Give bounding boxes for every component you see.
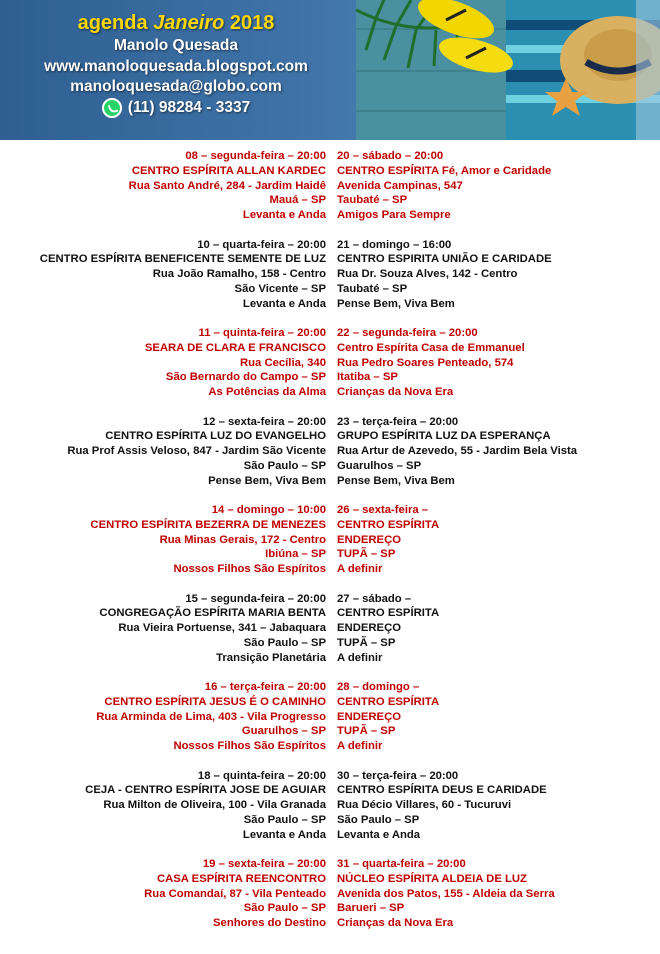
event-right bbox=[337, 238, 657, 312]
event-city: São Bernardo do Campo – SP bbox=[165, 371, 326, 384]
event-venue: CENTRO ESPÍRITA LUZ DO EVANGELHO bbox=[105, 430, 326, 443]
event-date: 14 – domingo – 10:00 bbox=[211, 504, 326, 516]
event-topic: A definir bbox=[337, 740, 383, 753]
page-title bbox=[0, 10, 352, 36]
event-topic: A definir bbox=[337, 563, 383, 576]
event-date: 27 – sábado – bbox=[337, 592, 412, 605]
event-left bbox=[0, 149, 326, 223]
event-date: 19 – sexta-feira – 20:00 bbox=[202, 858, 326, 870]
event-venue: CENTRO ESPÍRITA BENEFICENTE SEMENTE DE LUZ bbox=[39, 253, 326, 266]
website-link[interactable]: www.manoloquesada.blogspot.com bbox=[44, 57, 308, 75]
event-topic: Crianças da Nova Era bbox=[337, 386, 454, 399]
title-agenda: agenda bbox=[77, 12, 148, 34]
event-address: Rua Décio Villares, 60 - Tucuruvi bbox=[337, 799, 512, 812]
email-link[interactable]: manoloquesada@globo.com bbox=[70, 78, 282, 95]
event-address: Rua Cecília, 340 bbox=[239, 356, 326, 369]
event-city: Guarulhos – SP bbox=[241, 725, 326, 738]
event-city: Guarulhos – SP bbox=[337, 459, 422, 472]
event-venue: CEJA - CENTRO ESPÍRITA JOSE DE AGUIAR bbox=[85, 784, 326, 797]
event-address: Rua Minas Gerais, 172 - Centro bbox=[159, 533, 326, 546]
event-topic: Senhores do Destino bbox=[213, 917, 326, 930]
event-right bbox=[337, 769, 657, 843]
event-topic: Nossos Filhos São Espíritos bbox=[173, 563, 326, 576]
event-city: São Vicente – SP bbox=[234, 282, 326, 295]
event-date: 28 – domingo – bbox=[337, 681, 420, 693]
event-left bbox=[0, 238, 326, 312]
event-topic: Pense Bem, Viva Bem bbox=[337, 474, 455, 487]
event-topic: Levanta e Anda bbox=[242, 209, 326, 222]
event-topic: Pense Bem, Viva Bem bbox=[337, 297, 455, 310]
event-right bbox=[337, 326, 657, 400]
event-date: 08 – segunda-feira – 20:00 bbox=[185, 150, 326, 162]
event-city: Itatiba – SP bbox=[337, 371, 398, 384]
header-text bbox=[0, 10, 352, 124]
beach-photo bbox=[356, 0, 660, 140]
title-month: Janeiro bbox=[153, 12, 225, 34]
event-venue: CENTRO ESPÍRITA bbox=[337, 607, 440, 620]
event-date: 26 – sexta-feira – bbox=[337, 504, 429, 516]
event-venue: CONGREGAÇÃO ESPÍRITA MARIA BENTA bbox=[99, 607, 326, 620]
event-right bbox=[337, 149, 657, 223]
event-right bbox=[337, 680, 657, 754]
event-left bbox=[0, 857, 326, 931]
title-year: 2018 bbox=[229, 12, 275, 34]
event-topic: Levanta e Anda bbox=[242, 828, 326, 841]
event-venue: CENTRO ESPÍRITA Fé, Amor e Caridade bbox=[337, 164, 552, 177]
event-date: 21 – domingo – 16:00 bbox=[337, 238, 452, 251]
event-address: ENDEREÇO bbox=[337, 533, 402, 546]
event-date: 15 – segunda-feira – 20:00 bbox=[185, 592, 326, 605]
event-date: 30 – terça-feira – 20:00 bbox=[337, 769, 459, 782]
event-venue: CENTRO ESPÍRITA DEUS E CARIDADE bbox=[337, 784, 547, 797]
event-right bbox=[337, 503, 657, 577]
whatsapp-icon bbox=[102, 98, 122, 118]
event-city: São Paulo – SP bbox=[243, 636, 326, 649]
event-address: Rua Prof Assis Veloso, 847 - Jardim São Vicente bbox=[67, 445, 326, 458]
event-city: São Paulo – SP bbox=[243, 459, 326, 472]
event-left bbox=[0, 503, 326, 577]
event-topic: Levanta e Anda bbox=[242, 297, 326, 310]
event-city: São Paulo – SP bbox=[243, 813, 326, 826]
event-venue: CENTRO ESPÍRITA BEZERRA DE MENEZES bbox=[90, 518, 326, 531]
event-city: Taubaté – SP bbox=[337, 282, 408, 295]
event-date: 11 – quinta-feira – 20:00 bbox=[198, 327, 326, 339]
event-right bbox=[337, 857, 657, 931]
event-venue: CASA ESPÍRITA REENCONTRO bbox=[156, 872, 326, 885]
event-venue: CENTRO ESPÍRITA ALLAN KARDEC bbox=[131, 164, 326, 177]
event-date: 12 – sexta-feira – 20:00 bbox=[202, 415, 326, 428]
event-date: 23 – terça-feira – 20:00 bbox=[337, 415, 459, 428]
event-topic: A definir bbox=[337, 651, 383, 664]
event-venue: CENTRO ESPÍRITA bbox=[337, 518, 440, 531]
event-address: Rua Comandaí, 87 - Vila Penteado bbox=[144, 887, 326, 900]
phone-number: (11) 98284 - 3337 bbox=[127, 98, 251, 116]
author-name: Manolo Quesada bbox=[113, 37, 239, 54]
event-topic: Amigos Para Sempre bbox=[337, 209, 451, 222]
event-address: ENDEREÇO bbox=[337, 622, 402, 635]
event-address: Rua Arminda de Lima, 403 - Vila Progresso bbox=[96, 710, 326, 723]
event-date: 20 – sábado – 20:00 bbox=[337, 150, 444, 162]
event-city: TUPÃ – SP bbox=[337, 636, 396, 649]
event-left bbox=[0, 592, 326, 666]
event-city: Mauá – SP bbox=[269, 194, 326, 207]
event-topic: As Potências da Alma bbox=[208, 386, 326, 399]
event-date: 18 – quinta-feira – 20:00 bbox=[197, 769, 326, 782]
phone-row[interactable] bbox=[102, 98, 250, 119]
event-address: Rua Artur de Azevedo, 55 - Jardim Bela Vista bbox=[337, 445, 578, 458]
event-venue: NÚCLEO ESPÍRITA ALDEIA DE LUZ bbox=[337, 872, 527, 885]
event-venue: SEARA DE CLARA E FRANCISCO bbox=[144, 341, 326, 354]
event-left bbox=[0, 326, 326, 400]
event-address: Rua Vieira Portuense, 341 – Jabaquara bbox=[118, 622, 326, 635]
event-right bbox=[337, 415, 657, 489]
event-date: 22 – segunda-feira – 20:00 bbox=[337, 327, 478, 339]
event-city: TUPÃ – SP bbox=[337, 548, 396, 561]
event-address: Rua Pedro Soares Penteado, 574 bbox=[337, 356, 514, 369]
event-city: Taubaté – SP bbox=[337, 194, 408, 207]
event-venue: CENTRO ESPÍRITA JESUS É O CAMINHO bbox=[104, 695, 326, 708]
event-city: TUPÃ – SP bbox=[337, 725, 396, 738]
event-address: Rua João Ramalho, 158 - Centro bbox=[152, 268, 326, 281]
event-date: 31 – quarta-feira – 20:00 bbox=[337, 858, 466, 870]
event-right bbox=[337, 592, 657, 666]
event-topic: Transição Planetária bbox=[216, 651, 326, 664]
event-venue: GRUPO ESPÍRITA LUZ DA ESPERANÇA bbox=[337, 430, 551, 443]
event-address: ENDEREÇO bbox=[337, 710, 402, 723]
event-topic: Levanta e Anda bbox=[337, 828, 421, 841]
event-address: Rua Milton de Oliveira, 100 - Vila Granada bbox=[103, 799, 326, 812]
event-date: 16 – terça-feira – 20:00 bbox=[204, 681, 326, 693]
event-venue: CENTRO ESPIRITA UNIÃO E CARIDADE bbox=[337, 253, 552, 266]
event-topic: Nossos Filhos São Espíritos bbox=[173, 740, 326, 753]
event-address: Rua Santo André, 284 - Jardim Haidê bbox=[128, 179, 326, 192]
event-topic: Crianças da Nova Era bbox=[337, 917, 454, 930]
event-address: Avenida Campinas, 547 bbox=[337, 179, 463, 192]
event-left bbox=[0, 769, 326, 843]
beach-illustration bbox=[356, 0, 660, 140]
event-city: Ibiúna – SP bbox=[265, 548, 326, 561]
event-address: Rua Dr. Souza Alves, 142 - Centro bbox=[337, 268, 518, 281]
event-venue: CENTRO ESPÍRITA bbox=[337, 695, 440, 708]
header-banner bbox=[0, 0, 660, 140]
event-address: Avenida dos Patos, 155 - Aldeia da Serra bbox=[337, 887, 555, 900]
event-left bbox=[0, 680, 326, 754]
event-city: São Paulo – SP bbox=[337, 813, 420, 826]
event-date: 10 – quarta-feira – 20:00 bbox=[197, 238, 326, 251]
event-topic: Pense Bem, Viva Bem bbox=[208, 474, 326, 487]
event-city: São Paulo – SP bbox=[243, 902, 326, 915]
event-city: Barueri – SP bbox=[337, 902, 405, 915]
event-venue: Centro Espírita Casa de Emmanuel bbox=[337, 341, 525, 354]
event-left bbox=[0, 415, 326, 489]
